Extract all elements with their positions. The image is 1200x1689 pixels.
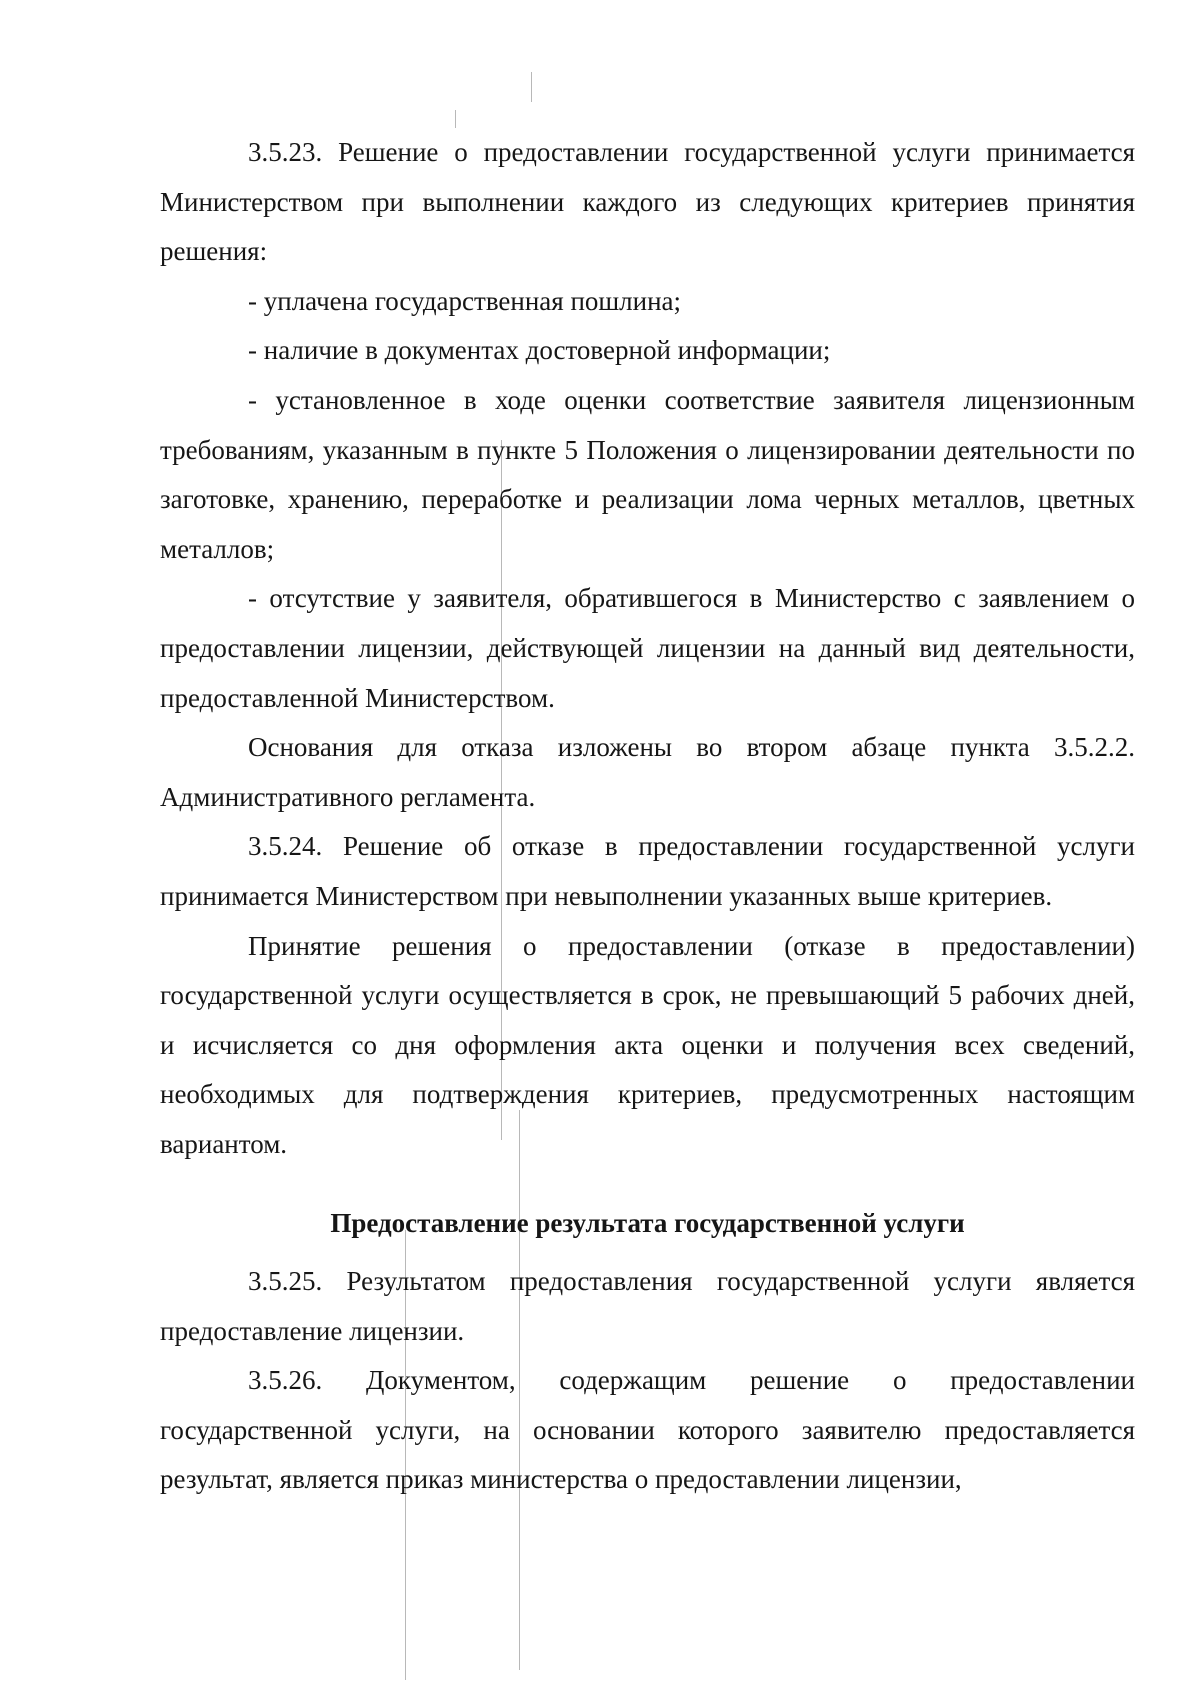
criterion-license-requirements: - установленное в ходе оценки соответствие заявителя лицензионным требованиям, указанным в пункте 5 Положения о лицензировании деятельности по заготовке, хранению, переработке и реализации лома черных металлов, цветных металлов; [160,384,1135,564]
paragraph-3-5-24: 3.5.24. Решение об отказе в предоставлении государственной услуги принимается Министерством при невыполнении указанных выше критериев. [160,831,1135,911]
paragraph-decision-timeframe: Принятие решения о предоставлении (отказе в предоставлении) государственной услуги осуществляется в срок, не превышающий 5 рабочих дней, и исчисляется со дня оформления акта оценки и получения всех сведений, необходимых для подтверждения критериев, предусмотренных настоящим вариантом. [160,930,1135,1159]
scan-artifact-line [531,72,532,102]
paragraph-refusal-grounds: Основания для отказа изложены во втором абзаце пункта 3.5.2.2. Административного регламента. [160,732,1135,812]
document-body [160,128,1135,1505]
criterion-fee-paid: - уплачена государственная пошлина; [248,285,682,316]
criterion-no-existing-license: - отсутствие у заявителя, обратившегося в Министерство с заявлением о предоставлении лицензии, действующей лицензии на данный вид деятельности, предоставленной Министерством. [160,583,1135,713]
paragraph-3-5-23: 3.5.23. Решение о предоставлении государственной услуги принимается Министерством при выполнении каждого из следующих критериев принятия решения: [160,137,1135,267]
scan-artifact-line [455,110,456,128]
section-heading: Предоставление результата государственной услуги [330,1208,965,1239]
paragraph-3-5-25: 3.5.25. Результатом предоставления государственной услуги является предоставление лицензии. [160,1266,1135,1346]
paragraph-3-5-26: 3.5.26. Документом, содержащим решение о предоставлении государственной услуги, на основании которого заявителю предоставляется результат, является приказ министерства о предоставлении лицензии, [160,1365,1135,1495]
criterion-reliable-info: - наличие в документах достоверной информации; [248,335,831,366]
